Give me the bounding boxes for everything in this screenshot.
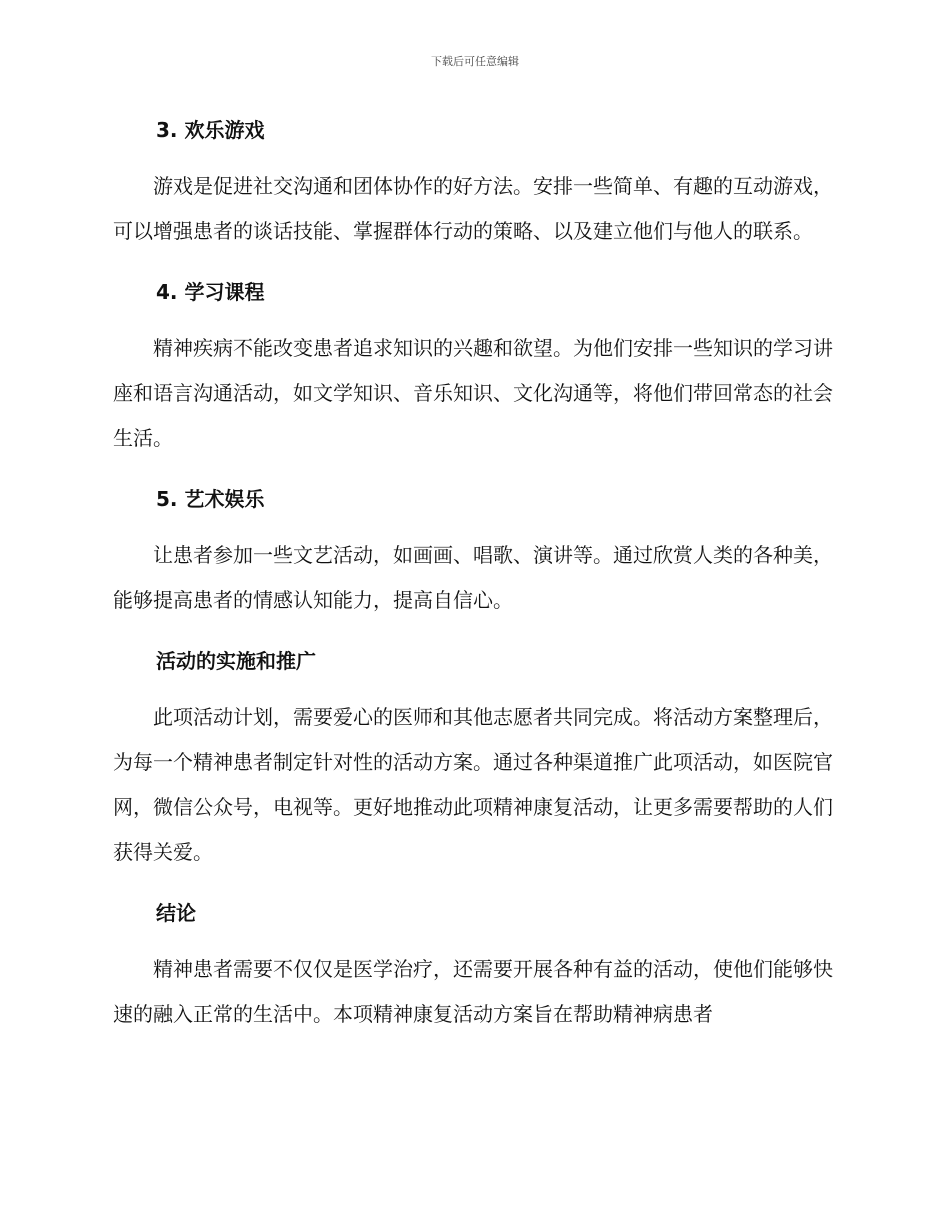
- section-heading-learning: 4. 学习课程: [156, 280, 265, 304]
- section-heading-implementation: 活动的实施和推广: [156, 649, 316, 673]
- page-header-note: 下载后可任意编辑: [431, 55, 519, 68]
- section-paragraph-implementation: 此项活动计划，需要爱心的医师和其他志愿者共同完成。将活动方案整理后，为每一个精神患者制定针对性的活动方案。通过各种渠道推广此项活动，如医院官网，微信公众号，电视等。更好地推动此项精神康复活动，让更多需要帮助的人们获得关爱。: [113, 705, 833, 864]
- section-paragraph-learning: 精神疾病不能改变患者追求知识的兴趣和欲望。为他们安排一些知识的学习讲座和语言沟通活动，如文学知识、音乐知识、文化沟通等，将他们带回常态的社会生活。: [113, 336, 833, 450]
- section-heading-games: 3. 欢乐游戏: [156, 118, 265, 142]
- section-heading-arts: 5. 艺术娱乐: [156, 487, 265, 511]
- section-paragraph-conclusion: 精神患者需要不仅仅是医学治疗，还需要开展各种有益的活动，使他们能够快速的融入正常的生活中。本项精神康复活动方案旨在帮助精神病患者: [113, 957, 833, 1026]
- section-paragraph-arts: 让患者参加一些文艺活动，如画画、唱歌、演讲等。通过欣赏人类的各种美，能够提高患者的情感认知能力，提高自信心。: [113, 543, 833, 612]
- section-paragraph-games: 游戏是促进社交沟通和团体协作的好方法。安排一些简单、有趣的互动游戏，可以增强患者的谈话技能、掌握群体行动的策略、以及建立他们与他人的联系。: [113, 174, 833, 243]
- section-heading-conclusion: 结论: [156, 901, 196, 925]
- document-body: [113, 108, 833, 1053]
